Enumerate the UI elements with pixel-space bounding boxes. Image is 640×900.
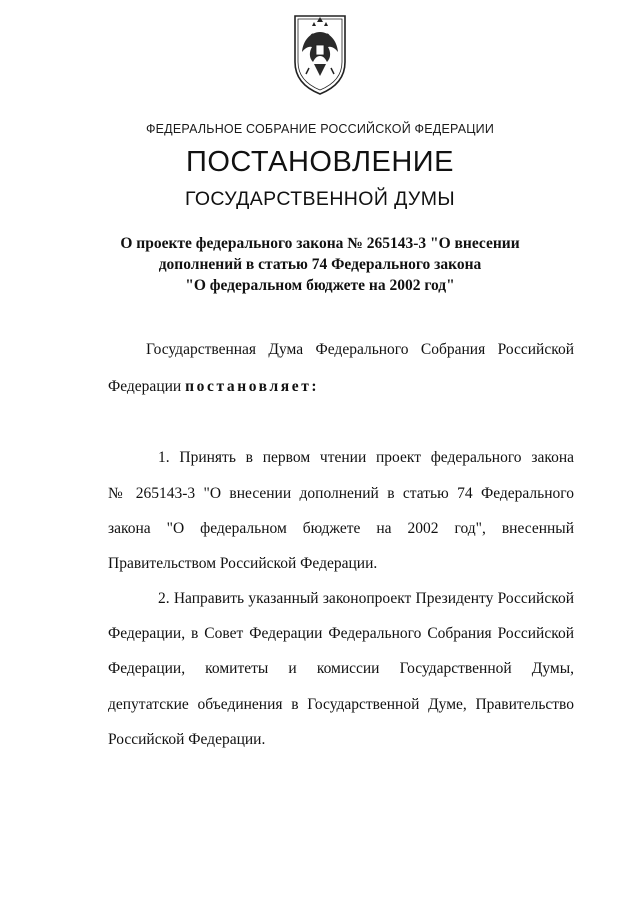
issuing-body: ГОСУДАРСТВЕННОЙ ДУМЫ [184,188,456,210]
item-line: Российской Федерации. [108,731,266,748]
item-line: 2. Направить указанный законопроект Президенту Российской [158,590,574,607]
assembly-name: ФЕДЕРАЛЬНОЕ СОБРАНИЕ РОССИЙСКОЙ ФЕДЕРАЦИИ [145,122,495,136]
coat-of-arms-icon [291,12,349,98]
document-type-title: ПОСТАНОВЛЕНИЕ [186,146,454,178]
preamble-line [108,378,574,396]
resolves-word: постановляет: [185,378,320,395]
subject-line: "О федеральном бюджете на 2002 год" [185,277,455,294]
item-line: № 265143-3 "О внесении дополнений в статью 74 Федерального [108,485,574,502]
preamble-line: Государственная Дума Федерального Собрания Российской [146,341,574,358]
item-line: Федерации, в Совет Федерации Федерального Собрания Российской [108,625,574,642]
item-line: депутатские объединения в Государственной Думе, Правительство [108,696,574,713]
document-subject [110,233,530,296]
item-line: 1. Принять в первом чтении проект федерального закона [158,449,574,466]
preamble-text: Федерации [108,378,182,395]
item-line: закона "О федеральном бюджете на 2002 год", внесенный [108,520,574,537]
subject-line: О проекте федерального закона № 265143-3 "О внесении [120,235,520,252]
item-line: Правительством Российской Федерации. [108,555,378,572]
item-line: Федерации, комитеты и комиссии Государственной Думы, [108,660,574,677]
subject-line: дополнений в статью 74 Федерального закона [158,256,482,273]
